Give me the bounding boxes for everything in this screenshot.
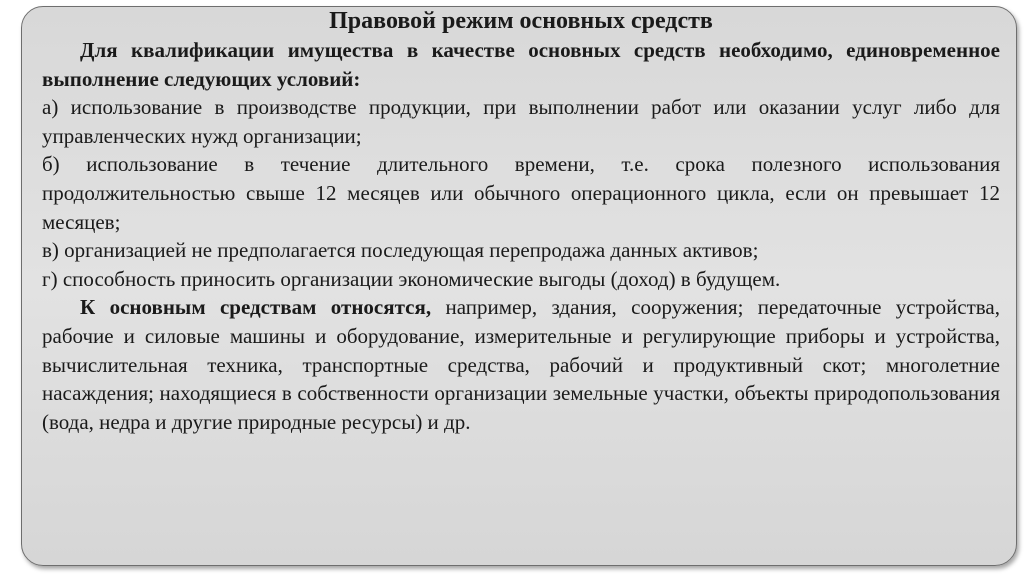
assets-paragraph bbox=[42, 293, 1000, 436]
condition-c: в) организацией не предполагается последующая перепродажа данных активов; bbox=[42, 238, 759, 263]
condition-d: г) способность приносить организации экономические выгоды (доход) в будущем. bbox=[42, 266, 781, 291]
condition-b: б) использование в течение длительного времени, т.е. срока полезного использования продолжительностью свыше 12 месяцев или обычного операционного цикла, если он превышает 12 месяцев; bbox=[42, 152, 1000, 234]
slide-content bbox=[42, 6, 1000, 436]
intro-paragraph: Для квалификации имущества в качестве основных средств необходимо, единовременное выполнение следующих условий: bbox=[42, 38, 1000, 91]
assets-lead: К основным средствам относятся, bbox=[80, 295, 432, 320]
assets-text: например, здания, сооружения; передаточные устройства, рабочие и силовые машины и оборудование, измерительные и регулирующие приборы и устройства, вычислительная техника, транспортные средства, рабочий и продуктивный скот; многолетние насаждения; находящиеся в собственности организации земельные участки, объекты природопользования (вода, недра и другие природные ресурсы) и др. bbox=[42, 295, 1000, 434]
condition-a: а) использование в производстве продукции, при выполнении работ или оказании услуг либо для управленческих нужд организации; bbox=[42, 95, 1000, 148]
slide-title: Правовой режим основных средств bbox=[329, 8, 713, 34]
